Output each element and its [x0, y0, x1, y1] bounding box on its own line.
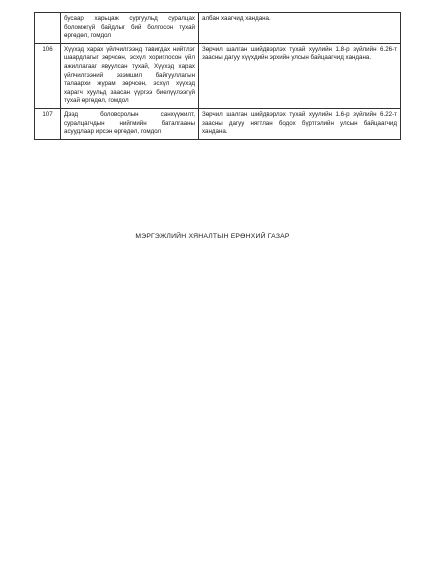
table-row — [35, 13, 401, 44]
row-action: албан хаагчид хандана. — [199, 13, 401, 44]
row-description: бусаар харьцаж сургуульд суралцах боломжгүй байдлыг бий болгосон тухай өргөдөл, гомдол — [61, 13, 199, 44]
row-number: 106 — [35, 43, 61, 108]
table-row — [35, 43, 401, 108]
regulation-table — [34, 12, 401, 140]
row-number: 107 — [35, 108, 61, 139]
row-action: Зөрчил шалган шийдвэрлэх тухай хуулийн 1.8-р зүйлийн 6.26-т заасны дагуу хүүхдийн эрхийн улсын байцаагчид хандана. — [199, 43, 401, 108]
table-row — [35, 108, 401, 139]
row-description: Дээд боловсролын санхүүжилт, суралцагчдын нийгмийн баталгааны асуудлаар ирсэн өргөдөл, гомдол — [61, 108, 199, 139]
row-action: Зөрчил шалган шийдвэрлэх тухай хуулийн 1.6-р зүйлийн 6.22-т заасны дагуу нягтлан бодох бүртгэлийн улсын байцаагчид хандана. — [199, 108, 401, 139]
row-number — [35, 13, 61, 44]
row-description: Хүүхэд харах үйлчилгээнд тавигдах нийтлэг шаардлагыг зөрчсөн, эсхүл хориглосон үйл ажиллагааг явуулсан тухай, Хүүхэд харах үйлчилгээний эзэмшил байгууллагын талаархи журам зөрчсөн, эсхүл хүүхэд харагч хуульд заасан үүргээ биелүүлээгүй тухай өргөдөл, гомдол — [61, 43, 199, 108]
organization-name: МЭРГЭЖЛИЙН ХЯНАЛТЫН ЕРӨНХИЙ ГАЗАР — [135, 233, 290, 240]
